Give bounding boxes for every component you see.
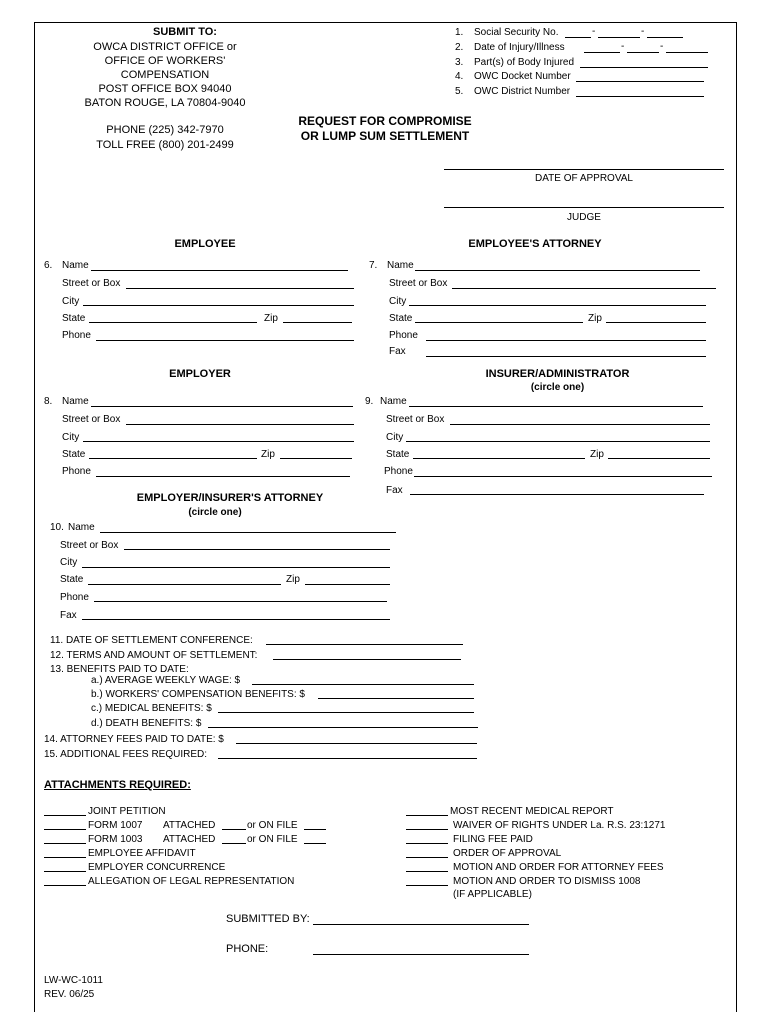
employer-attorney-state-field[interactable] — [88, 584, 281, 585]
insurer-name-field[interactable] — [409, 406, 703, 407]
employee-phone-field[interactable] — [96, 340, 354, 341]
employee-attorney-heading: EMPLOYEE'S ATTORNEY — [468, 238, 602, 250]
wc-benefits-label: b.) WORKERS' COMPENSATION BENEFITS: $ — [91, 689, 305, 700]
insurer-fax-field[interactable] — [410, 494, 704, 495]
injury-day-field[interactable] — [627, 52, 659, 53]
submitted-by-label: SUBMITTED BY: — [226, 913, 310, 925]
settlement-conference-field[interactable] — [266, 644, 463, 645]
attachments-heading: ATTACHMENTS REQUIRED: — [44, 779, 191, 791]
attorney-fees-field[interactable] — [236, 743, 477, 744]
attachment-check-field[interactable] — [406, 829, 448, 830]
medical-benefits-field[interactable] — [218, 712, 474, 713]
employer-attorney-street-label: Street or Box — [60, 540, 119, 551]
employer-attorney-street-field[interactable] — [124, 549, 390, 550]
ssn-label: Social Security No. — [474, 27, 559, 38]
employer-attorney-name-field[interactable] — [100, 532, 396, 533]
employer-attorney-zip-label: Zip — [286, 574, 300, 585]
additional-fees-label: 15. ADDITIONAL FEES REQUIRED: — [44, 749, 208, 760]
attachment-order-of-approval: ORDER OF APPROVAL — [453, 848, 562, 859]
employer-city-label: City — [62, 432, 80, 443]
ssn-field-3[interactable] — [647, 37, 683, 38]
form-1007-attached-field[interactable] — [222, 829, 246, 830]
field-number: 10. — [50, 522, 64, 533]
attachment-employee-affidavit: EMPLOYEE AFFIDAVIT — [88, 848, 196, 859]
employer-state-label: State — [62, 449, 86, 460]
employee-attorney-state-field[interactable] — [415, 322, 583, 323]
employee-street-label: Street or Box — [62, 278, 121, 289]
employer-attorney-zip-field[interactable] — [305, 584, 390, 585]
body-part-field[interactable] — [580, 67, 708, 68]
form-border-right — [736, 22, 737, 1012]
attachment-motion-dismiss: MOTION AND ORDER TO DISMISS 1008 — [453, 876, 641, 887]
attachment-legal-representation: ALLEGATION OF LEGAL REPRESENTATION — [88, 876, 295, 887]
employer-zip-label: Zip — [261, 449, 275, 460]
form-1007-on-file-field[interactable] — [304, 829, 326, 830]
attachment-check-field[interactable] — [406, 871, 448, 872]
attached-label: ATTACHED — [163, 834, 216, 845]
on-file-label: or ON FILE — [247, 834, 298, 845]
employer-attorney-phone-label: Phone — [60, 592, 89, 603]
attachment-check-field[interactable] — [406, 843, 448, 844]
employer-attorney-fax-label: Fax — [60, 610, 77, 621]
employee-attorney-city-label: City — [389, 296, 407, 307]
insurer-city-label: City — [386, 432, 404, 443]
employee-city-label: City — [62, 296, 80, 307]
employer-zip-field[interactable] — [280, 458, 352, 459]
employer-heading: EMPLOYER — [169, 368, 231, 380]
wc-benefits-field[interactable] — [318, 698, 474, 699]
attachment-employer-concurrence: EMPLOYER CONCURRENCE — [88, 862, 226, 873]
body-part-label: Part(s) of Body Injured — [474, 57, 575, 68]
employer-name-label: Name — [62, 396, 89, 407]
employer-city-field[interactable] — [83, 441, 354, 442]
field-number: 2. — [455, 42, 464, 53]
avg-weekly-wage-label: a.) AVERAGE WEEKLY WAGE: $ — [91, 675, 241, 686]
employee-city-field[interactable] — [83, 305, 354, 306]
insurer-name-label: Name — [380, 396, 407, 407]
submit-to-line: OFFICE OF WORKERS' — [104, 55, 226, 67]
injury-month-field[interactable] — [584, 52, 620, 53]
docket-number-field[interactable] — [576, 81, 704, 82]
employer-attorney-city-field[interactable] — [82, 567, 390, 568]
employer-attorney-circle-one: (circle one) — [188, 507, 242, 518]
attachment-check-field[interactable] — [44, 829, 86, 830]
submitter-phone-label: PHONE: — [226, 943, 269, 955]
insurer-heading: INSURER/ADMINISTRATOR — [485, 368, 630, 380]
attachment-motion-attorney-fees: MOTION AND ORDER FOR ATTORNEY FEES — [453, 862, 664, 873]
date-of-approval-field[interactable] — [444, 169, 724, 170]
employee-attorney-city-field[interactable] — [409, 305, 706, 306]
employee-attorney-zip-label: Zip — [588, 313, 602, 324]
attachment-check-field[interactable] — [406, 815, 448, 816]
insurer-fax-label: Fax — [386, 485, 403, 496]
attached-label: ATTACHED — [163, 820, 216, 831]
submit-to-line: BATON ROUGE, LA 70804-9040 — [84, 97, 246, 109]
employee-state-field[interactable] — [89, 322, 257, 323]
attachment-check-field[interactable] — [44, 885, 86, 886]
submit-to-toll-free: TOLL FREE (800) 201-2499 — [96, 139, 234, 151]
employee-attorney-street-field[interactable] — [452, 288, 716, 289]
employee-name-field[interactable] — [91, 270, 348, 271]
attachment-form-1007: FORM 1007 — [88, 820, 143, 831]
district-number-label: OWC District Number — [474, 86, 571, 97]
attorney-fees-label: 14. ATTORNEY FEES PAID TO DATE: $ — [44, 734, 224, 745]
employer-attorney-phone-field[interactable] — [94, 601, 387, 602]
insurer-zip-field[interactable] — [608, 458, 710, 459]
additional-fees-field[interactable] — [218, 758, 477, 759]
submitter-phone-field[interactable] — [313, 954, 529, 955]
form-border-left — [34, 22, 35, 1012]
employee-attorney-name-field[interactable] — [415, 270, 700, 271]
insurer-street-label: Street or Box — [386, 414, 445, 425]
insurer-circle-one: (circle one) — [530, 382, 585, 393]
employer-attorney-fax-field[interactable] — [82, 619, 390, 620]
date-of-approval-label: DATE OF APPROVAL — [535, 173, 633, 184]
settlement-terms-label: 12. TERMS AND AMOUNT OF SETTLEMENT: — [50, 650, 258, 661]
submit-to-title: SUBMIT TO: — [153, 26, 217, 38]
insurer-city-field[interactable] — [406, 441, 710, 442]
form-id: LW-WC-1011 — [44, 975, 103, 986]
benefits-paid-label: 13. BENEFITS PAID TO DATE: — [50, 664, 189, 675]
employee-attorney-fax-label: Fax — [389, 346, 406, 357]
employer-phone-field[interactable] — [96, 476, 350, 477]
employee-attorney-phone-label: Phone — [389, 330, 418, 341]
insurer-phone-label: Phone — [384, 466, 413, 477]
attachment-joint-petition: JOINT PETITION — [88, 806, 166, 817]
submit-to-line: OWCA DISTRICT OFFICE or — [93, 41, 237, 53]
employer-street-field[interactable] — [126, 424, 354, 425]
employer-street-label: Street or Box — [62, 414, 121, 425]
employee-street-field[interactable] — [126, 288, 354, 289]
employee-heading: EMPLOYEE — [174, 238, 236, 250]
form-1003-on-file-field[interactable] — [304, 843, 326, 844]
field-number: 4. — [455, 71, 464, 82]
ssn-field-1[interactable] — [565, 37, 591, 38]
judge-label: JUDGE — [567, 212, 601, 223]
attachment-form-1003: FORM 1003 — [88, 834, 143, 845]
field-number: 3. — [455, 57, 464, 68]
field-number: 5. — [455, 86, 464, 97]
field-number: 7. — [369, 260, 378, 271]
employer-phone-label: Phone — [62, 466, 91, 477]
form-1003-attached-field[interactable] — [222, 843, 246, 844]
employee-state-label: State — [62, 313, 86, 324]
date-of-injury-label: Date of Injury/Illness — [474, 42, 565, 53]
attachment-check-field[interactable] — [406, 857, 448, 858]
docket-number-label: OWC Docket Number — [474, 71, 571, 82]
attachment-check-field[interactable] — [44, 843, 86, 844]
employee-attorney-street-label: Street or Box — [389, 278, 448, 289]
employee-attorney-zip-field[interactable] — [606, 322, 706, 323]
injury-year-field[interactable] — [666, 52, 708, 53]
insurer-street-field[interactable] — [450, 424, 710, 425]
employee-attorney-state-label: State — [389, 313, 413, 324]
form-revision: REV. 06/25 — [44, 989, 95, 1000]
attachment-waiver-of-rights: WAIVER OF RIGHTS UNDER La. R.S. 23:1271 — [453, 820, 666, 831]
insurer-state-label: State — [386, 449, 410, 460]
death-benefits-field[interactable] — [208, 727, 478, 728]
death-benefits-label: d.) DEATH BENEFITS: $ — [91, 718, 202, 729]
employer-attorney-name-label: Name — [68, 522, 95, 533]
insurer-zip-label: Zip — [590, 449, 604, 460]
avg-weekly-wage-field[interactable] — [252, 684, 474, 685]
attachment-medical-report: MOST RECENT MEDICAL REPORT — [450, 806, 614, 817]
employee-zip-field[interactable] — [283, 322, 352, 323]
employer-attorney-state-label: State — [60, 574, 84, 585]
judge-field[interactable] — [444, 207, 724, 208]
submit-to-line: POST OFFICE BOX 94040 — [98, 83, 232, 95]
attachment-filing-fee: FILING FEE PAID — [453, 834, 533, 845]
form-border-top — [34, 22, 736, 23]
employee-zip-label: Zip — [264, 313, 278, 324]
submitted-by-field[interactable] — [313, 924, 529, 925]
employee-attorney-fax-field[interactable] — [426, 356, 706, 357]
settlement-terms-field[interactable] — [273, 659, 461, 660]
attachment-check-field[interactable] — [44, 871, 86, 872]
attachment-check-field[interactable] — [44, 815, 86, 816]
submit-to-phone: PHONE (225) 342-7970 — [106, 124, 224, 136]
employee-phone-label: Phone — [62, 330, 91, 341]
employer-name-field[interactable] — [91, 406, 353, 407]
field-number: 6. — [44, 260, 53, 271]
insurer-phone-field[interactable] — [414, 476, 712, 477]
employee-attorney-name-label: Name — [387, 260, 414, 271]
employee-name-label: Name — [62, 260, 89, 271]
field-number: 1. — [455, 27, 464, 38]
field-number: 9. — [365, 396, 374, 407]
employee-attorney-phone-field[interactable] — [426, 340, 706, 341]
form-title-line2: OR LUMP SUM SETTLEMENT — [300, 129, 470, 143]
settlement-conference-label: 11. DATE OF SETTLEMENT CONFERENCE: — [50, 635, 253, 646]
on-file-label: or ON FILE — [247, 820, 298, 831]
insurer-state-field[interactable] — [413, 458, 585, 459]
ssn-field-2[interactable] — [598, 37, 640, 38]
medical-benefits-label: c.) MEDICAL BENEFITS: $ — [91, 703, 212, 714]
attachment-check-field[interactable] — [44, 857, 86, 858]
employer-attorney-heading: EMPLOYER/INSURER'S ATTORNEY — [136, 492, 324, 504]
attachment-check-field[interactable] — [406, 885, 448, 886]
form-title-line1: REQUEST FOR COMPROMISE — [298, 114, 472, 128]
attachment-if-applicable: (IF APPLICABLE) — [453, 889, 532, 900]
employer-state-field[interactable] — [89, 458, 257, 459]
district-number-field[interactable] — [576, 96, 704, 97]
field-number: 8. — [44, 396, 53, 407]
submit-to-line: COMPENSATION — [120, 69, 210, 81]
employer-attorney-city-label: City — [60, 557, 78, 568]
